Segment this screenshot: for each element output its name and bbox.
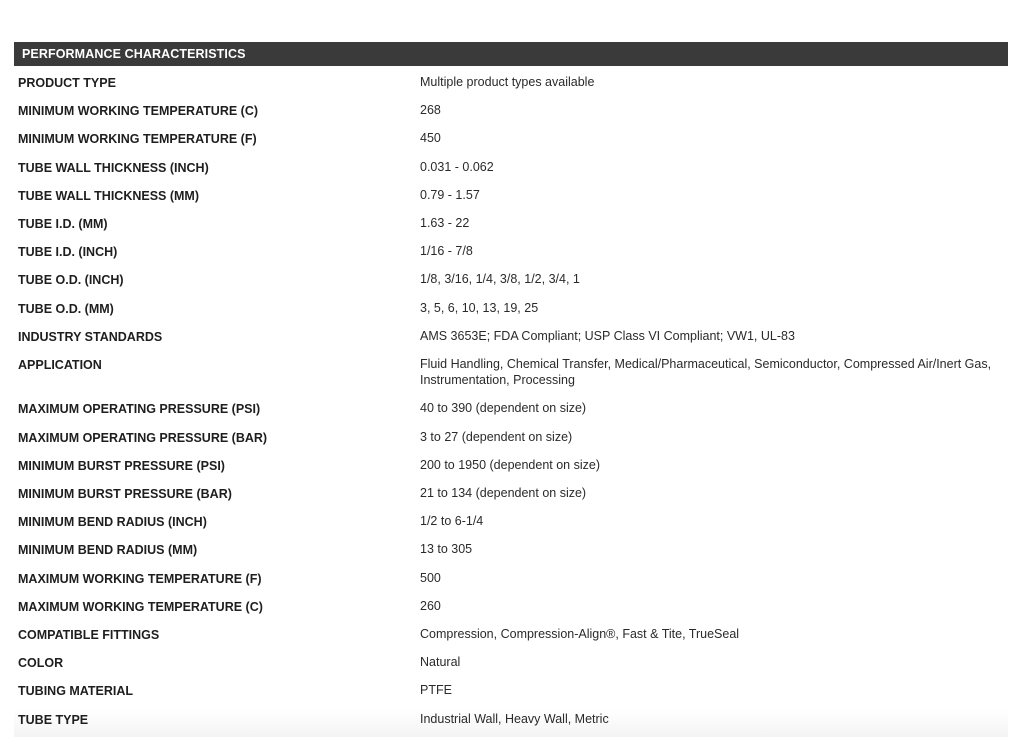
row-label: COLOR <box>18 656 64 671</box>
table-row <box>14 128 1008 156</box>
row-label: MINIMUM WORKING TEMPERATURE (C) <box>18 104 259 119</box>
row-label: TUBE O.D. (MM) <box>18 301 114 316</box>
performance-characteristics-table <box>14 42 1008 737</box>
table-row <box>14 652 1008 680</box>
row-label: MAXIMUM WORKING TEMPERATURE (F) <box>18 571 262 586</box>
row-value: 3, 5, 6, 10, 13, 19, 25 <box>420 300 539 315</box>
row-label: MINIMUM WORKING TEMPERATURE (F) <box>18 132 257 147</box>
row-label: MAXIMUM WORKING TEMPERATURE (C) <box>18 599 263 614</box>
row-label: TUBE WALL THICKNESS (INCH) <box>18 160 209 175</box>
table-row <box>14 398 1008 426</box>
row-value: Multiple product types available <box>420 75 595 89</box>
row-value: 450 <box>420 131 441 146</box>
row-value: 1/16 - 7/8 <box>420 244 473 259</box>
table-row <box>14 100 1008 128</box>
row-label: TUBE I.D. (MM) <box>18 216 108 231</box>
row-value: 13 to 305 <box>420 542 473 557</box>
row-label: TUBE WALL THICKNESS (MM) <box>18 188 200 203</box>
row-label: MAXIMUM OPERATING PRESSURE (PSI) <box>18 402 261 417</box>
table-row <box>14 72 1008 100</box>
row-label: APPLICATION <box>18 357 102 372</box>
row-label: INDUSTRY STANDARDS <box>18 329 163 344</box>
row-value: 21 to 134 (dependent on size) <box>420 486 587 501</box>
table-body <box>14 72 1008 737</box>
row-label: TUBE O.D. (INCH) <box>18 273 124 288</box>
row-label: MINIMUM BEND RADIUS (MM) <box>18 543 198 558</box>
row-value: PTFE <box>420 683 452 698</box>
row-value: 1/8, 3/16, 1/4, 3/8, 1/2, 3/4, 1 <box>420 272 580 287</box>
row-label: MINIMUM BURST PRESSURE (BAR) <box>18 487 232 502</box>
table-row <box>14 213 1008 241</box>
row-value: 0.031 - 0.062 <box>420 159 494 174</box>
row-label: MAXIMUM OPERATING PRESSURE (BAR) <box>18 430 268 445</box>
row-label: MINIMUM BURST PRESSURE (PSI) <box>18 458 225 473</box>
row-value: Fluid Handling, Chemical Transfer, Medical/Pharmaceutical, Semiconductor, Compressed Air/Inert Gas, Instrumentation, Processing <box>420 356 992 388</box>
table-row <box>14 354 1008 399</box>
row-value: 0.79 - 1.57 <box>420 187 480 202</box>
row-value: AMS 3653E; FDA Compliant; USP Class VI Compliant; VW1, UL-83 <box>420 328 795 343</box>
row-value: Compression, Compression-Align®, Fast & Tite, TrueSeal <box>420 626 740 641</box>
table-row <box>14 455 1008 483</box>
table-row <box>14 427 1008 455</box>
table-row <box>14 326 1008 354</box>
table-row <box>14 539 1008 567</box>
row-value: 200 to 1950 (dependent on size) <box>420 457 600 472</box>
row-label: PRODUCT TYPE <box>18 76 116 90</box>
row-value: 1.63 - 22 <box>420 215 470 230</box>
row-value: 500 <box>420 570 441 585</box>
row-value: 1/2 to 6-1/4 <box>420 514 484 529</box>
row-value: Natural <box>420 655 461 670</box>
table-row <box>14 680 1008 708</box>
table-row <box>14 511 1008 539</box>
table-row <box>14 269 1008 297</box>
row-value: 3 to 27 (dependent on size) <box>420 429 573 444</box>
table-row <box>14 568 1008 596</box>
table-row <box>14 483 1008 511</box>
row-label: TUBE TYPE <box>18 712 89 727</box>
table-row <box>14 596 1008 624</box>
row-value: 40 to 390 (dependent on size) <box>420 401 587 416</box>
table-row <box>14 157 1008 185</box>
table-header-title: PERFORMANCE CHARACTERISTICS <box>14 42 1008 66</box>
row-value: Industrial Wall, Heavy Wall, Metric <box>420 711 609 726</box>
table-row <box>14 185 1008 213</box>
row-label: MINIMUM BEND RADIUS (INCH) <box>18 515 207 530</box>
table-row <box>14 241 1008 269</box>
table-row <box>14 709 1008 737</box>
table-row <box>14 298 1008 326</box>
row-value: 268 <box>420 103 441 118</box>
table-row <box>14 624 1008 652</box>
row-label: TUBE I.D. (INCH) <box>18 245 118 260</box>
row-value: 260 <box>420 598 441 613</box>
row-label: COMPATIBLE FITTINGS <box>18 627 160 642</box>
row-label: TUBING MATERIAL <box>18 684 134 699</box>
